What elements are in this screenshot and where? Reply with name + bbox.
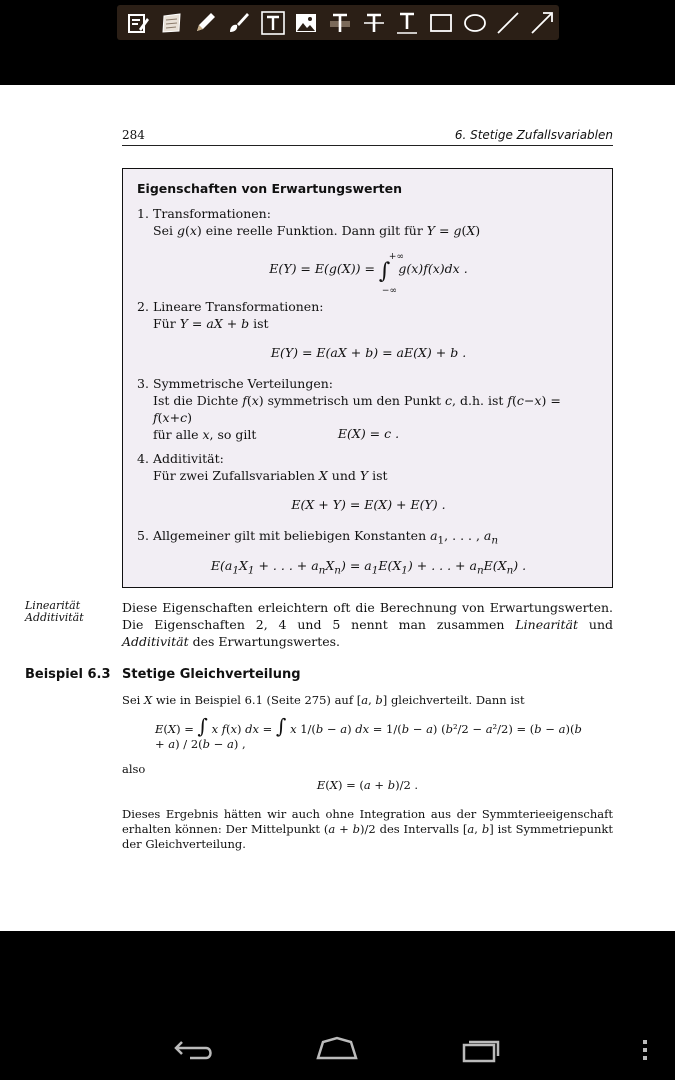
- rectangle-icon[interactable]: [424, 7, 458, 39]
- equation-1: E(Y) = E(g(X)) = ∫ +∞ −∞ g(x)f(x)dx .: [123, 260, 614, 280]
- note-edit-icon[interactable]: [121, 7, 155, 39]
- example-label: Beispiel 6.3: [25, 667, 111, 682]
- example-title: Stetige Gleichverteilung: [122, 667, 301, 682]
- document-page: [0, 85, 675, 931]
- underline-text-icon[interactable]: [391, 7, 425, 39]
- item-heading: Symmetrische Verteilungen:: [153, 376, 333, 391]
- item-heading: Lineare Transformationen:: [153, 299, 324, 314]
- text-box-icon[interactable]: [256, 7, 290, 39]
- chapter-title: 6. Stetige Zufallsvariablen: [454, 128, 613, 142]
- notepad-icon[interactable]: [155, 7, 189, 39]
- example-intro: Sei X wie in Beispiel 6.1 (Seite 275) auf [a, b] gleichverteilt. Dann ist: [122, 693, 525, 707]
- arrow-icon[interactable]: [525, 7, 559, 39]
- recent-apps-icon[interactable]: [460, 1036, 504, 1068]
- highlight-text-icon[interactable]: [323, 7, 357, 39]
- item-body: Sei g(x) eine reelle Funktion. Dann gilt für Y = g(X): [153, 223, 481, 238]
- ellipse-icon[interactable]: [458, 7, 492, 39]
- margin-note-linearity: Linearität: [25, 599, 81, 612]
- item-number: 3.: [137, 376, 149, 391]
- also-text: also: [122, 762, 146, 776]
- image-icon[interactable]: [289, 7, 323, 39]
- overflow-menu-icon[interactable]: [640, 1038, 650, 1066]
- item-number: 4.: [137, 451, 149, 466]
- equation-4: E(X + Y) = E(X) + E(Y) .: [291, 497, 446, 512]
- page-header: [122, 127, 613, 146]
- top-bar: [0, 0, 675, 85]
- back-icon[interactable]: [172, 1036, 216, 1068]
- item-number: 2.: [137, 299, 149, 314]
- equation-2: E(Y) = E(aX + b) = aE(X) + b .: [270, 345, 467, 360]
- margin-note-additivity: Additivität: [25, 611, 84, 624]
- box-title: Eigenschaften von Erwartungswerten: [137, 181, 403, 196]
- strikethrough-text-icon[interactable]: [357, 7, 391, 39]
- line-icon[interactable]: [492, 7, 526, 39]
- integral-lower: −∞: [381, 286, 397, 296]
- body-paragraph: Diese Eigenschaften erleichtern oft die Berechnung von Erwartungswerten. Die Eigenschaften 2, 4 und 5 nennt man zusammen Linearität und Additivität des Erwartungswertes.: [122, 600, 614, 649]
- page-number: 284: [122, 128, 145, 142]
- item-body: Ist die Dichte f(x) symmetrisch um den Punkt c, d.h. ist f(c−x) = f(x+c) für alle x, so gilt: [153, 393, 561, 442]
- item-number: 5.: [137, 528, 149, 543]
- equation-5: $E(a_1X_1$ + . . . + $a_nX_n) = a_1E(X_1)$ + . . . + $a_nE(X_n)$ .: [210, 558, 527, 577]
- brush-icon[interactable]: [222, 7, 256, 39]
- example-equation: E(X) = ∫ x f(x) dx = ∫ x 1/(b − a) dx = 1/(b − a) (b²/2 − a²/2) = (b − a)(b + a) / 2(b − a) ,: [155, 714, 582, 751]
- item-number: 1.: [137, 206, 149, 221]
- item-body: Für zwei Zufallsvariablen X und Y ist: [153, 468, 388, 483]
- item-body: Für Y = aX + b ist: [153, 316, 269, 331]
- example-result: E(X) = (a + b)/2 .: [316, 778, 419, 792]
- home-icon[interactable]: [315, 1036, 359, 1068]
- example-conclusion: Dieses Ergebnis hätten wir auch ohne Integration aus der Symmterieeigenschaft erhalten können: Der Mittelpunkt (a + b)/2 des Intervalls [a, b] ist Symmetriepunkt der Gleichverteilung.: [122, 807, 614, 851]
- annotation-toolbar: [117, 5, 559, 40]
- item-heading: Allgemeiner gilt mit beliebigen Konstanten $a_1$, . . . , $a_n$: [153, 528, 499, 547]
- integral-upper: +∞: [388, 252, 404, 262]
- pencil-icon[interactable]: [188, 7, 222, 39]
- item-heading: Additivität:: [153, 451, 224, 466]
- margin-notes: [25, 600, 84, 624]
- item-heading: Transformationen:: [153, 206, 271, 221]
- equation-3: E(X) = c .: [337, 426, 400, 441]
- properties-box: [122, 168, 613, 588]
